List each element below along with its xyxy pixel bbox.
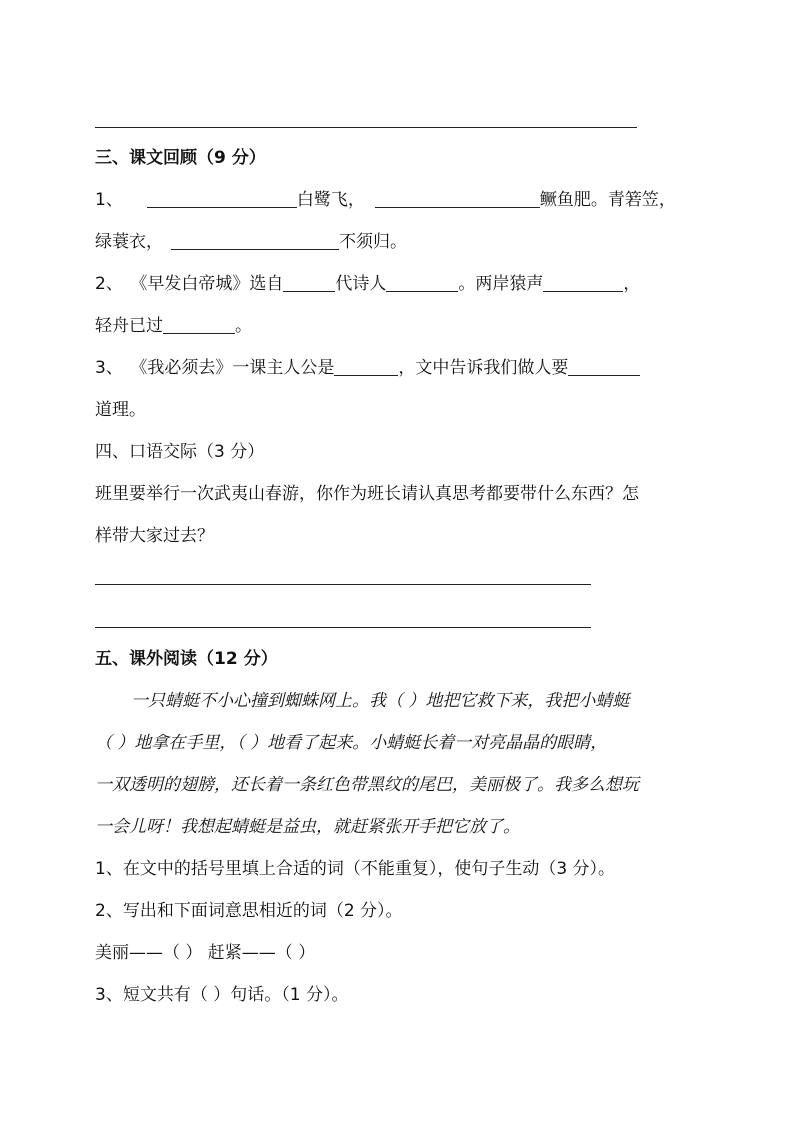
q2-blank-3[interactable] (543, 273, 623, 292)
q1-blank-2[interactable] (375, 189, 540, 208)
q3-blank-1[interactable] (334, 357, 398, 376)
q2-text-c: 。两岸猿声 (458, 274, 544, 294)
q1-blank-3[interactable] (171, 231, 339, 250)
q2-text-d: ， (623, 274, 641, 294)
q2-text-e: 轻舟已过 (95, 316, 163, 336)
section3-q3-line1 (95, 356, 640, 380)
q1-text-b: 鳜鱼肥。青箬笠， (539, 190, 676, 210)
answer-line-1[interactable] (95, 584, 591, 585)
q1-text-c: 绿蓑衣， (95, 232, 163, 252)
q3-number: 3、 (95, 358, 123, 378)
q2-text-f: 。 (235, 316, 252, 336)
q1-text-d: 不须归。 (339, 232, 407, 252)
section3-q1-line1 (95, 188, 676, 212)
q3-blank-2[interactable] (568, 357, 640, 376)
section3-q2-line2 (95, 314, 252, 338)
q2-blank-1[interactable] (283, 273, 335, 292)
q3-text-b: ，文中告诉我们做人要 (398, 358, 569, 378)
section4-prompt-line2: 样带大家过去？ (95, 526, 214, 546)
section4-prompt-line1: 班里要举行一次武夷山春游，你作为班长请认真思考都要带什么东西？怎 (95, 484, 639, 504)
section5-q1: 1、在文中的括号里填上合适的词（不能重复），使句子生动（3 分）。 (95, 859, 616, 879)
q1-blank-1[interactable] (147, 189, 297, 208)
answer-line-2[interactable] (95, 627, 591, 628)
q2-text-b: 代诗人 (335, 274, 387, 294)
passage-line-4: 一会儿呀！我想起蜻蜓是益虫，就赶紧张开手把它放了。 (95, 817, 520, 837)
q2-blank-4[interactable] (163, 315, 235, 334)
section5-q2: 2、写出和下面词意思相近的词（2 分）。 (95, 901, 403, 921)
section3-q1-line2 (95, 230, 407, 254)
q2-blank-2[interactable] (386, 273, 458, 292)
answer-line-top (95, 127, 637, 128)
section3-q3-line2: 道理。 (95, 400, 146, 420)
section3-q2-line1 (95, 272, 640, 296)
passage-line-2: （ ）地拿在手里，（ ）地看了起来。小蜻蜓长着一对亮晶晶的眼睛， (95, 733, 608, 753)
section5-q2-items: 美丽——（ ） 赶紧——（ ） (95, 943, 316, 963)
section3-title: 三、课文回顾（9 分） (95, 148, 266, 168)
section5-title: 五、课外阅读（12 分） (95, 649, 278, 669)
q2-number: 2、 (95, 274, 123, 294)
section5-q3: 3、短文共有（ ）句话。（1 分）。 (95, 985, 349, 1005)
q1-text-a: 白鹭飞， (296, 190, 365, 210)
passage-line-1: 一只蜻蜓不小心撞到蜘蛛网上。我（ ）地把它救下来，我把小蜻蜓 (131, 691, 630, 711)
section4-title: 四、口语交际（3 分） (95, 442, 265, 462)
passage-line-3: 一双透明的翅膀，还长着一条红色带黑纹的尾巴，美丽极了。我多么想玩 (95, 775, 639, 795)
q3-text-a: 《我必须去》一课主人公是 (138, 358, 335, 378)
q1-number: 1、 (95, 190, 123, 210)
q2-text-a: 《早发白帝城》选自 (138, 274, 284, 294)
